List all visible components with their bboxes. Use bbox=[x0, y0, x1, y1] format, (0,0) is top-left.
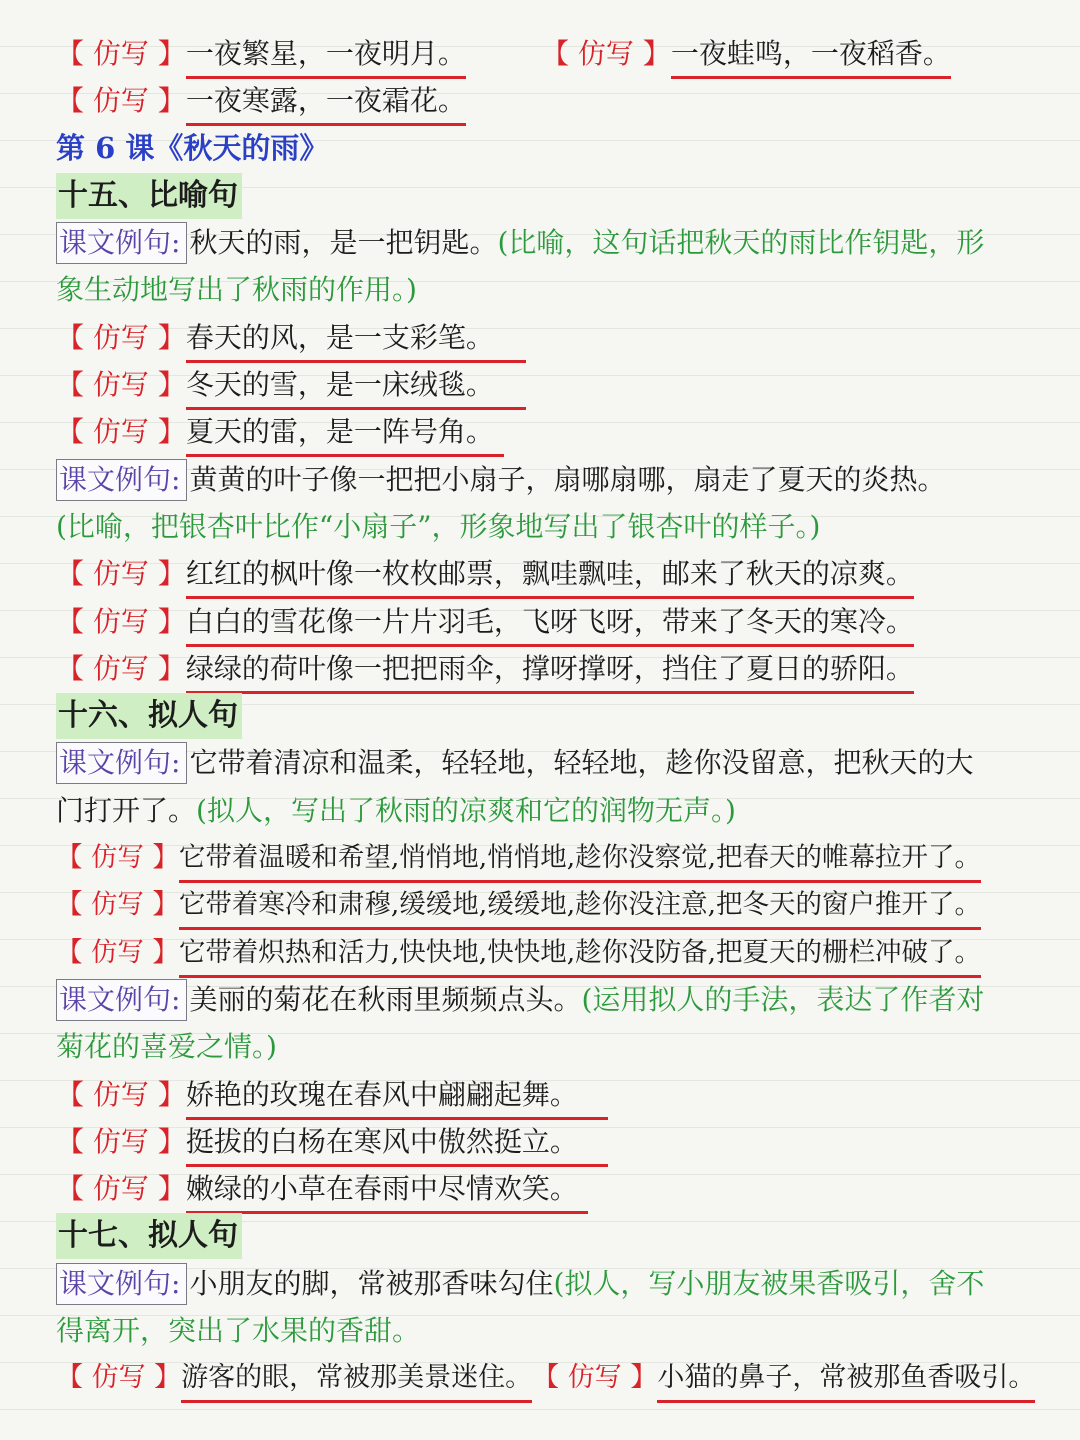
imitation-row bbox=[56, 550, 1056, 597]
example-text: 秋天的雨，是一把钥匙。 bbox=[189, 226, 498, 260]
imitation-tag: 【 仿写 】 bbox=[56, 651, 186, 685]
imitation-tag: 【 仿写 】 bbox=[56, 889, 179, 921]
imitation-sentence: 一夜寒露，一夜霜花。 bbox=[186, 81, 466, 126]
imitation-tag: 【 仿写 】 bbox=[56, 842, 179, 874]
example-label: 课文例句: bbox=[56, 459, 187, 501]
example-label: 课文例句: bbox=[56, 742, 187, 784]
imitation-sentence: 它带着炽热和活力,快快地,快快地,趁你没防备,把夏天的栅栏冲破了。 bbox=[179, 933, 981, 978]
example-note: 得离开，突出了水果的香甜。 bbox=[56, 1314, 421, 1348]
example-text: 它带着清凉和温柔，轻轻地，轻轻地，趁你没留意，把秋天的大 bbox=[189, 746, 974, 780]
example-label: 课文例句: bbox=[56, 222, 187, 264]
imitation-row bbox=[56, 1071, 1056, 1118]
imitation-row bbox=[56, 929, 1056, 976]
section-17-heading-row bbox=[56, 1212, 1056, 1259]
example-row-cont bbox=[56, 787, 1056, 834]
example-note: (拟人，写出了秋雨的凉爽和它的润物无声。) bbox=[196, 793, 736, 827]
section-16-heading-row bbox=[56, 692, 1056, 739]
imitation-row bbox=[56, 1118, 1056, 1165]
imitation-sentence: 娇艳的玫瑰在春风中翩翩起舞。 bbox=[186, 1075, 608, 1120]
example-note: (运用拟人的手法，表达了作者对 bbox=[581, 982, 985, 1016]
imitation-tag: 【 仿写 】 bbox=[56, 936, 179, 968]
example-row bbox=[56, 1260, 1056, 1307]
imitation-sentence: 白白的雪花像一片片羽毛，飞呀飞呀，带来了冬天的寒冷。 bbox=[186, 602, 914, 647]
example-note: (拟人，写小朋友被果香吸引，舍不 bbox=[553, 1266, 985, 1300]
top-row-1 bbox=[56, 30, 1056, 77]
example-note-row bbox=[56, 1023, 1056, 1070]
section-heading: 十五、比喻句 bbox=[56, 173, 242, 219]
imitation-row bbox=[56, 408, 1056, 455]
imitation-row bbox=[56, 834, 1056, 881]
imitation-sentence: 挺拔的白杨在寒风中傲然挺立。 bbox=[186, 1122, 608, 1167]
example-row bbox=[56, 219, 1056, 266]
example-text: 黄黄的叶子像一把把小扇子，扇哪扇哪，扇走了夏天的炎热。 bbox=[189, 462, 946, 496]
imitation-sentence: 夏天的雷，是一阵号角。 bbox=[186, 412, 504, 457]
imitation-sentence: 小猫的鼻子，常被那鱼香吸引。 bbox=[657, 1358, 1035, 1403]
imitation-sentence: 它带着温暖和希望,悄悄地,悄悄地,趁你没察觉,把春天的帷幕拉开了。 bbox=[179, 838, 981, 883]
imitation-sentence: 红红的枫叶像一枚枚邮票，飘哇飘哇，邮来了秋天的凉爽。 bbox=[186, 554, 914, 599]
example-note: 象生动地写出了秋雨的作用。) bbox=[56, 273, 417, 307]
example-note: (比喻，把银杏叶比作“小扇子”，形象地写出了银杏叶的样子。) bbox=[56, 509, 821, 543]
imitation-tag: 【 仿写 】 bbox=[56, 368, 186, 402]
example-note-row bbox=[56, 503, 1056, 550]
lesson-title: 第 6 课《秋天的雨》 bbox=[56, 130, 329, 165]
imitation-row bbox=[56, 598, 1056, 645]
imitation-row bbox=[56, 361, 1056, 408]
example-note: 菊花的喜爱之情。) bbox=[56, 1030, 277, 1064]
worksheet-page bbox=[56, 30, 1056, 1402]
imitation-sentence: 一夜蛙鸣，一夜稻香。 bbox=[671, 34, 951, 79]
example-note: (比喻，这句话把秋天的雨比作钥匙，形 bbox=[497, 226, 985, 260]
imitation-sentence: 冬天的雪，是一床绒毯。 bbox=[186, 365, 526, 410]
example-row bbox=[56, 456, 1056, 503]
imitation-row bbox=[56, 314, 1056, 361]
imitation-tag: 【 仿写 】 bbox=[56, 1172, 186, 1206]
example-note-row bbox=[56, 266, 1056, 313]
section-15-heading-row bbox=[56, 172, 1056, 219]
imitation-sentence: 春天的风，是一支彩笔。 bbox=[186, 318, 526, 363]
example-label: 课文例句: bbox=[56, 1263, 187, 1305]
section-heading: 十六、拟人句 bbox=[56, 693, 242, 739]
example-text: 门打开了。 bbox=[56, 793, 197, 827]
imitation-tag: 【 仿写 】 bbox=[56, 1077, 186, 1111]
imitation-tag: 【 仿写 】 bbox=[532, 1362, 658, 1394]
imitation-tag: 【 仿写 】 bbox=[56, 84, 186, 118]
example-note-row bbox=[56, 1307, 1056, 1354]
imitation-sentence: 嫩绿的小草在春雨中尽情欢笑。 bbox=[186, 1169, 588, 1214]
example-text: 小朋友的脚，常被那香味勾住 bbox=[189, 1266, 554, 1300]
imitation-sentence: 它带着寒冷和肃穆,缓缓地,缓缓地,趁你没注意,把冬天的窗户推开了。 bbox=[179, 885, 981, 930]
imitation-tag: 【 仿写 】 bbox=[56, 604, 186, 638]
imitation-row bbox=[56, 1165, 1056, 1212]
imitation-row bbox=[56, 881, 1056, 928]
imitation-tag: 【 仿写 】 bbox=[56, 320, 186, 354]
imitation-tag: 【 仿写 】 bbox=[56, 1124, 186, 1158]
imitation-tag: 【 仿写 】 bbox=[541, 37, 671, 70]
imitation-tag: 【 仿写 】 bbox=[56, 557, 186, 591]
example-label: 课文例句: bbox=[56, 979, 187, 1021]
example-row bbox=[56, 739, 1056, 786]
imitation-sentence: 一夜繁星，一夜明月。 bbox=[186, 34, 466, 79]
imitation-tag: 【 仿写 】 bbox=[56, 415, 186, 449]
top-row-2 bbox=[56, 77, 1056, 124]
example-text: 美丽的菊花在秋雨里频频点头。 bbox=[189, 982, 582, 1016]
imitation-tag: 【 仿写 】 bbox=[56, 1362, 182, 1394]
imitation-row bbox=[56, 645, 1056, 692]
section-heading: 十七、拟人句 bbox=[56, 1213, 242, 1259]
example-row bbox=[56, 976, 1056, 1023]
imitation-row bbox=[56, 1354, 1056, 1401]
imitation-tag: 【 仿写 】 bbox=[56, 37, 186, 70]
lesson-title-row bbox=[56, 125, 1056, 172]
imitation-sentence: 绿绿的荷叶像一把把雨伞，撑呀撑呀，挡住了夏日的骄阳。 bbox=[186, 649, 914, 694]
imitation-sentence: 游客的眼，常被那美景迷住。 bbox=[181, 1358, 532, 1403]
